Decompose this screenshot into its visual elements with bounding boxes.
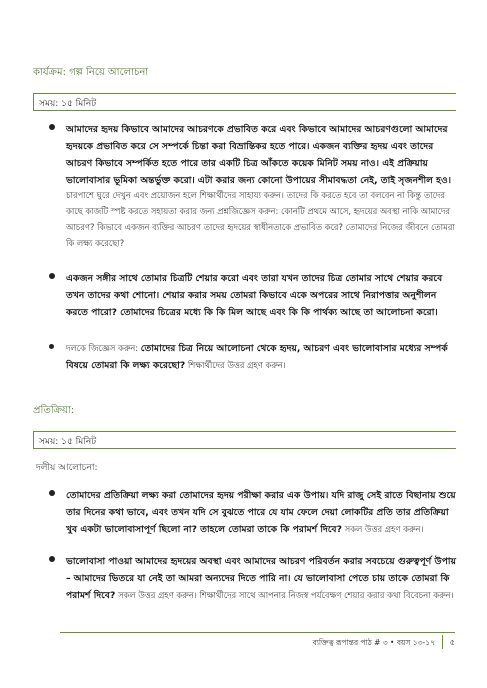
- activity-heading: কার্যক্রম: গল্প নিয়ে আলোচনা: [33, 67, 149, 78]
- activity-bullet-1-sub: চারপাশে ঘুরে দেখুন এবং প্রয়োজন হলে শিক্ষার্থীদের সাহায্য করুন। তাদের কি করতে হবে তা বলবেন না কিন্তু তাদের কাছে কাজটি স্পষ্ট করতে সহায়তা করার জন্য প্রশ্নজিজ্ঞেস করুন: কোনটি প্রথমে আসে, হৃদয়ের অবস্থা নাকি আমাদের আচরণ? কিভাবে একজন ব্যক্তির আচরণ তাদের হৃদয়ের স্বাধীনতাকে প্রভাবিত করে? তোমাদের নিজের জীবনে তোমরা কি লক্ষ্য করেছো?: [66, 190, 455, 248]
- activity-bullet-3-lead: দলকে জিজ্ঞেস করুন:: [66, 343, 141, 353]
- activity-bullet-2-bold: একজন সঙ্গীর সাথে তোমার চিত্রটি শেয়ার করো এবং তারা যখন তাদের চিত্র তোমার সাথে শেয়ার করবে তখন তাদের কথা শোনো। শেয়ার করার সময় তোমরা কিভাবে একে অপরের সাথে নিরাপত্তার অনুশীলন করতে পারো? তোমাদের চিত্রের মধ্যে কি কি মিল আছে এবং কি কি পার্থক্য আছে তা আলোচনা করো।: [66, 273, 443, 318]
- activity-bullet-1-note: [66, 187, 456, 251]
- activity-bullet-3-tail: শিক্ষার্থীদের উত্তর গ্রহণ করুন।: [185, 360, 286, 370]
- activity-bullet-3: [66, 340, 456, 374]
- reflection-time-box: [33, 431, 456, 449]
- reflection-heading: প্রতিক্রিয়া:: [33, 405, 75, 416]
- page-footer: [0, 632, 487, 652]
- reflection-bullet-2-bold: ভালোবাসা পাওয়া আমাদের হৃদয়ের অবস্থা এবং আমাদের আচরণ পরিবর্তন করার সবচেয়ে গুরুত্বপূর্ণ উপায় – আমাদের ভিতরে যা নেই তা আমরা অন্যদের দিতে পারি না। যে ভালোবাসা পেতে চায় তাকে তোমরা কি পরামর্শ দিবে?: [66, 556, 457, 601]
- reflection-bullet-1-tail: সকল উত্তর গ্রহণ করুন।: [341, 524, 424, 534]
- footer-separator: [442, 635, 443, 649]
- footer-lesson-label: ব্যক্তিত্ব রূপান্তর পাঠ # ৩ • বয়স ১৩-১৭: [312, 638, 435, 647]
- reflection-bullet-1: [66, 487, 456, 538]
- reflection-bullet-2-tail: সকল উত্তর গ্রহণ করুন। শিক্ষার্থীদের সাথে আপনার নিজস্ব পর্যবেক্ষণ শেয়ার করার কথা বিবেচনা করুন।: [115, 590, 454, 600]
- reflection-bullet-2: [66, 553, 456, 604]
- reflection-bullet-1-bold: তোমাদের প্রতিক্রিয়া লক্ষ্য করা তোমাদের হৃদয় পরীক্ষা করার এক উপায়। যদি রাজু সেই রাতে বিছানায় শুয়ে তার দিনের কথা ভাবে, এবং তখন যদি সে বুঝতে পারে যে যাম ফেলে দেয়া লোকটির প্রতি তার প্রতিক্রিয়া খুব একটা ভালোবাসাপূর্ণ ছিলো না? তাহলে তোমরা তাকে কি পরামর্শ দিবে?: [66, 490, 456, 535]
- page-number: ৫: [449, 638, 455, 647]
- activity-time-label: সময়: ১৫ মিনিট: [39, 99, 97, 109]
- bullet-icon: [49, 344, 54, 349]
- bullet-icon: [49, 273, 55, 279]
- activity-time-box: [33, 93, 456, 111]
- group-discussion-label: দলীয় আলোচনা:: [36, 463, 98, 473]
- bullet-icon: [49, 490, 55, 496]
- activity-bullet-1-bold: আমাদের হৃদয় কিভাবে আমাদের আচরণকে প্রভাবিত করে এবং কিভাবে আমাদের আচরণগুলো আমাদের হৃদয়কে প্রভাবিত করে সে সম্পর্কে চিন্তা করা বিভ্রান্তিকর হতে পারে। একজন ব্যক্তির হৃদয় এবং তাদের আচরণ কিভাবে সম্পর্কিত হতে পারে তার একটি চিত্র আঁকতে কয়েক মিনিট সময় নাও। এই প্রক্রিয়ায় ভালোবাসার ভূমিকা অন্তর্ভুক্ত করো। এটা করার জন্য কোনো উপায়ের সীমাবদ্ধতা নেই, তাই সৃজনশীল হও।: [66, 124, 452, 186]
- footer-divider: [60, 632, 455, 633]
- reflection-time-label: সময়: ১৫ মিনিট: [39, 437, 97, 447]
- bullet-icon: [49, 124, 55, 130]
- activity-bullet-2: [66, 270, 456, 321]
- activity-bullet-1: [66, 121, 456, 189]
- activity-bullet-3-bold: তোমাদের চিত্র নিয়ে আলোচনা থেকে হৃদয়, আচরণ এবং ভালোবাসার মধ্যের সম্পর্ক বিষয়ে তোমরা কি লক্ষ্য করেছো?: [66, 343, 448, 371]
- bullet-icon: [49, 556, 55, 562]
